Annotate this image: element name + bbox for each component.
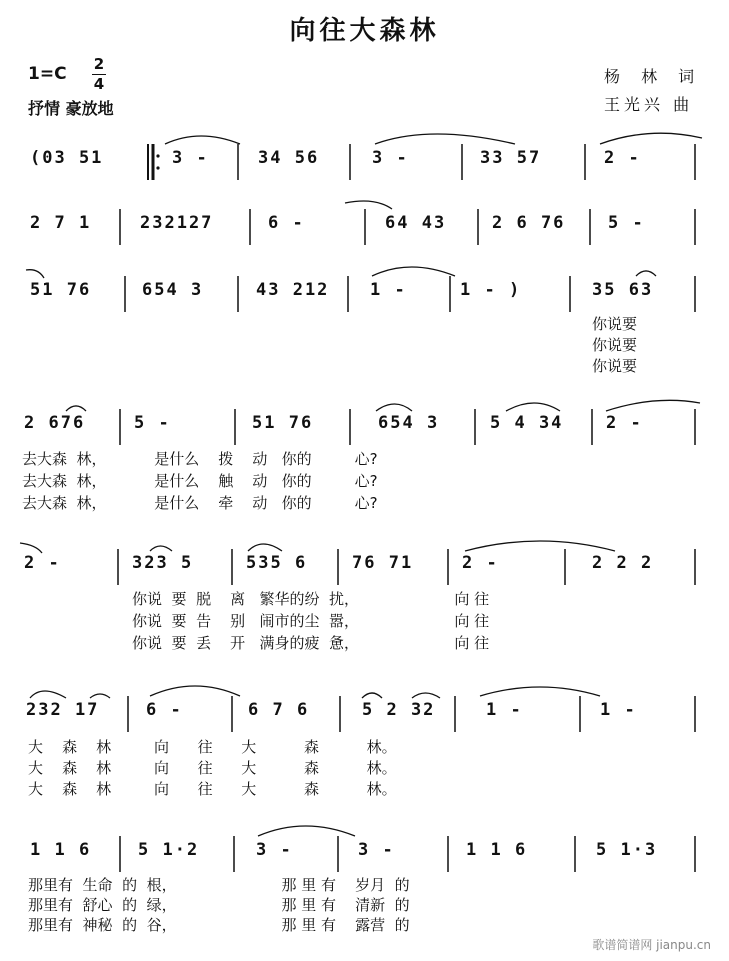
lyric-line: 大 森 林 向 往 大 森 林。 (28, 780, 397, 798)
segment: 3 - (256, 840, 293, 860)
composer-credit: 王光兴 曲 (604, 95, 694, 114)
segment: 34 56 (258, 148, 320, 168)
segment: 6 - (268, 213, 305, 233)
segment: 5 4 34 (490, 413, 564, 433)
segment: 3 - (358, 840, 395, 860)
segment: 6 - (146, 700, 183, 720)
segment: 5 1·2 (138, 840, 200, 860)
lyric-line: 你说要 (592, 357, 638, 375)
segment: 2 - (462, 553, 499, 573)
score-row-6 (0, 692, 729, 732)
lyric-line: 去大森 林， 是什么 触 动 你的 心? (22, 472, 378, 490)
segment: 2 676 (24, 413, 86, 433)
lyric-line: 去大森 林， 是什么 牵 动 你的 心? (22, 494, 378, 512)
segment: 1 1 6 (466, 840, 528, 860)
score-row-4 (0, 405, 729, 445)
segment: 323 5 (132, 553, 194, 573)
lyric-line: 大 森 林 向 往 大 森 林。 (28, 738, 397, 756)
score-row-1 (0, 140, 729, 180)
segment: 1 - ) (460, 280, 522, 300)
segment: 6 7 6 (248, 700, 310, 720)
lyric-line: 那里有 生命 的 根， 那 里 有 岁月 的 (28, 876, 410, 894)
segment: 2 7 1 (30, 213, 92, 233)
segment: 3 - (172, 148, 209, 168)
segment: 76 71 (352, 553, 414, 573)
segment: 2 - (606, 413, 643, 433)
score-row-3 (0, 272, 729, 312)
segment: 654 3 (378, 413, 440, 433)
segment: 2 - (604, 148, 641, 168)
page-title: 向往大森林 (289, 16, 440, 46)
segment: 232127 (140, 213, 214, 233)
score-row-5 (0, 545, 729, 585)
segment: (03 51 (30, 148, 104, 168)
tempo-marking: 抒情 豪放地 (28, 99, 114, 118)
segment: 1 - (600, 700, 637, 720)
meter-bottom: 4 (93, 75, 105, 93)
lyric-line: 你说 要 告 别 闹市的尘 嚣， 向 往 (132, 612, 490, 630)
lyric-line: 大 森 林 向 往 大 森 林。 (28, 759, 397, 777)
segment: 2 6 76 (492, 213, 566, 233)
segment: 1 - (370, 280, 407, 300)
lyric-line: 你说要 (592, 336, 638, 354)
segment: 5 - (608, 213, 645, 233)
segment: 3 - (372, 148, 409, 168)
segment: 51 76 (252, 413, 314, 433)
lyricist-credit: 杨 林 词 (604, 67, 703, 86)
segment: 5 - (134, 413, 171, 433)
key-signature: 1=C (28, 64, 67, 84)
score-row-7 (0, 832, 729, 872)
segment: 5 2 32 (362, 700, 436, 720)
score-row-2 (0, 205, 729, 245)
segment: 2 - (24, 553, 61, 573)
lyric-line: 你说 要 脱 离 繁华的纷 扰， 向 往 (132, 590, 490, 608)
watermark: 歌谱简谱网 jianpu.cn (592, 938, 711, 952)
lyric-line: 那里有 神秘 的 谷， 那 里 有 露营 的 (28, 916, 410, 934)
lyric-line: 你说要 (592, 315, 638, 333)
segment: 535 6 (246, 553, 308, 573)
segment: 1 1 6 (30, 840, 92, 860)
segment: 33 57 (480, 148, 542, 168)
meter-top: 2 (93, 55, 105, 73)
lyric-line: 去大森 林， 是什么 拨 动 你的 心? (22, 450, 378, 468)
lyric-line: 你说 要 丢 开 满身的疲 惫， 向 往 (132, 634, 490, 652)
time-signature (92, 56, 106, 93)
segment: 51 76 (30, 280, 92, 300)
segment: 1 - (486, 700, 523, 720)
segment: 35 63 (592, 280, 654, 300)
segment: 654 3 (142, 280, 204, 300)
lyric-line: 那里有 舒心 的 绿， 那 里 有 清新 的 (28, 896, 410, 914)
segment: 5 1·3 (596, 840, 658, 860)
segment: 43 212 (256, 280, 330, 300)
segment: 232 17 (26, 700, 100, 720)
segment: 64 43 (385, 213, 447, 233)
segment: 2 2 2 (592, 553, 654, 573)
